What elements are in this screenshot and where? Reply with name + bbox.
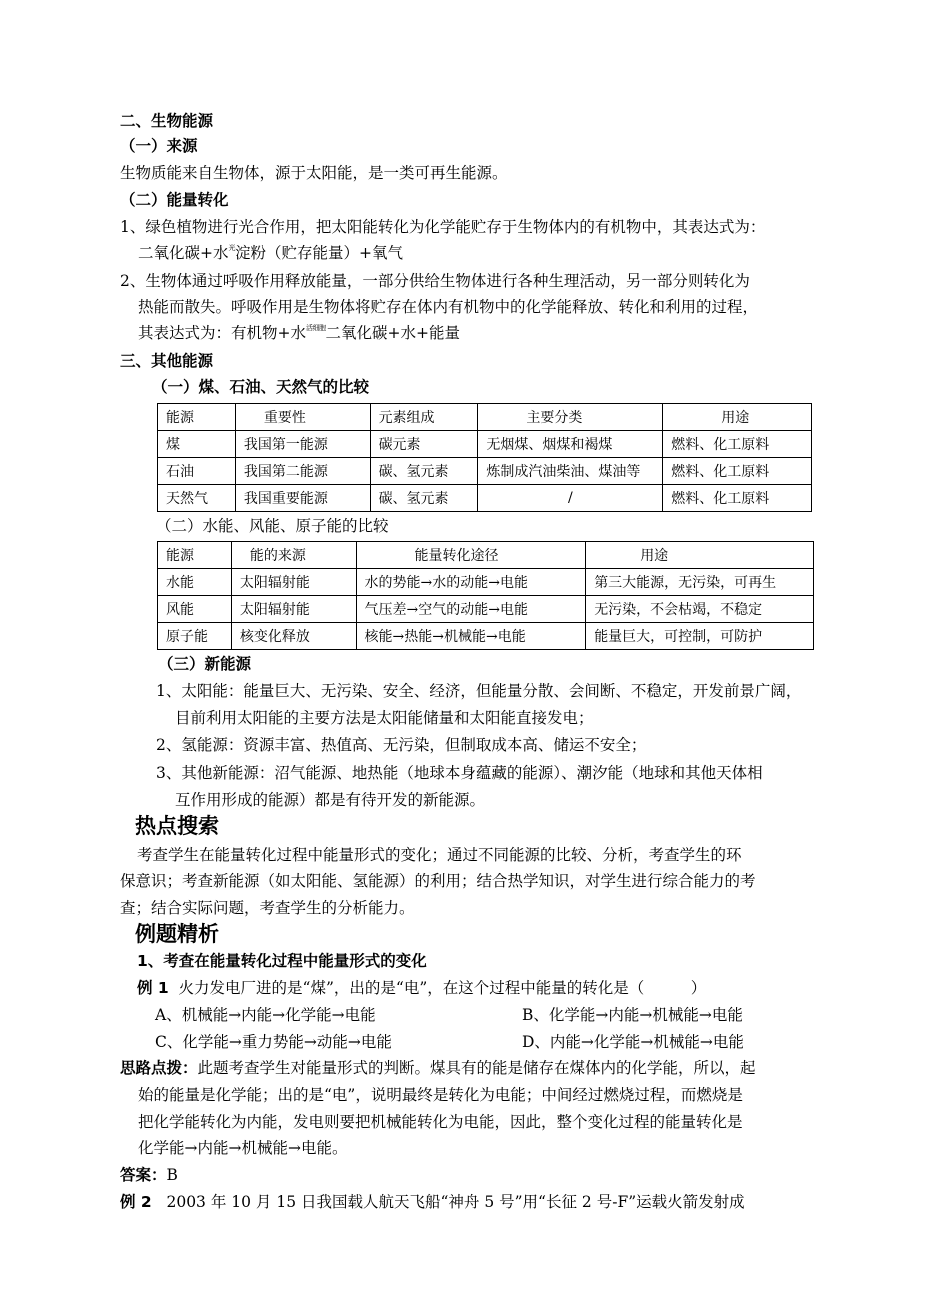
table-cell: 天然气 [158, 485, 236, 512]
renewable-energy-table [157, 541, 814, 650]
source-text: 生物质能来自生物体，源于太阳能，是一类可再生能源。 [120, 164, 508, 182]
table1-title: （一）煤、石油、天然气的比较 [152, 378, 370, 396]
photosynthesis-formula [138, 242, 403, 267]
table-header-cell: 能的来源 [231, 542, 356, 569]
table-cell: 燃料、化工原料 [663, 431, 812, 458]
table-cell: 第三大能源，无污染，可再生 [586, 569, 814, 596]
example-1-label: 例 1 [137, 979, 169, 997]
option-d: D、内能→化学能→机械能→电能 [522, 1033, 744, 1051]
table-cell: 风能 [158, 596, 232, 623]
hint-text-4: 化学能→内能→机械能→电能。 [138, 1139, 348, 1157]
table-cell: 炼制成汽油柴油、煤油等 [478, 458, 663, 485]
table-cell: 太阳辐射能 [231, 569, 356, 596]
table-cell: 石油 [158, 458, 236, 485]
hint-text-1: 此题考查学生对能量形式的判断。煤具有的能是储存在煤体内的化学能，所以，起 [197, 1059, 756, 1077]
formula-products: 淀粉（贮存能量）+氧气 [235, 244, 403, 262]
example-2-question [120, 1191, 745, 1213]
table-cell: 碳元素 [370, 431, 478, 458]
hot-topics-text-3: 查；结合实际问题，考查学生的分析能力。 [120, 899, 415, 917]
section-title-bio-energy: 二、生物能源 [120, 112, 214, 130]
table-row [158, 569, 814, 596]
respiration-text-1: 2、生物体通过呼吸作用释放能量，一部分供给生物体进行各种生理活动，另一部分则转化为 [120, 272, 750, 290]
table-cell: 碳、氢元素 [370, 458, 478, 485]
table-cell: 核能→热能→机械能→电能 [356, 623, 586, 650]
subsection-source: （一）来源 [120, 137, 198, 155]
table-cell: 无污染，不会枯竭，不稳定 [586, 596, 814, 623]
table-header-cell: 重要性 [235, 404, 370, 431]
table-cell: 燃料、化工原料 [663, 485, 812, 512]
table-cell: 碳、氢元素 [370, 485, 478, 512]
hot-topics-title: 热点搜索 [135, 814, 219, 838]
section-title-other-energy: 三、其他能源 [120, 352, 214, 370]
table-row [158, 596, 814, 623]
option-c: C、化学能→重力势能→动能→电能 [155, 1033, 392, 1051]
table-cell: 水能 [158, 569, 232, 596]
table-header-row [158, 542, 814, 569]
hint-text-3: 把化学能转化为内能，发电则要把机械能转化为电能，因此，整个变化过程的能量转化是 [138, 1113, 743, 1131]
table-header-cell: 主要分类 [478, 404, 663, 431]
hint-line-1 [120, 1057, 756, 1079]
table-cell: 煤 [158, 431, 236, 458]
example-2-label: 例 2 [120, 1193, 152, 1211]
table-header-row [158, 404, 812, 431]
example-1-question [137, 977, 706, 999]
table-row [158, 485, 812, 512]
other-new-energy-text-2: 互作用形成的能源）都是有待开发的新能源。 [175, 791, 486, 809]
example-2-text: 2003 年 10 月 15 日我国载人航天飞船“神舟 5 号”用“长征 2 号-F”运载火箭发射成 [166, 1193, 745, 1211]
table-row [158, 623, 814, 650]
table-header-cell: 能量转化途径 [356, 542, 586, 569]
table-cell: 太阳辐射能 [231, 596, 356, 623]
option-b: B、化学能→内能→机械能→电能 [522, 1006, 743, 1024]
respiration-formula-products: 二氧化碳+水+能量 [325, 324, 460, 342]
formula-condition-light: 光 [228, 244, 235, 252]
table-cell: 我国第一能源 [235, 431, 370, 458]
table-cell: 气压差→空气的动能→电能 [356, 596, 586, 623]
table-row [158, 458, 812, 485]
formula-reactants: 二氧化碳+水 [138, 244, 229, 262]
other-new-energy-text-1: 3、其他新能源：沼气能源、地热能（地球本身蕴藏的能源）、潮汐能（地球和其他天体相 [156, 764, 763, 782]
table-cell: 核变化释放 [231, 623, 356, 650]
table-cell: 能量巨大，可控制，可防护 [586, 623, 814, 650]
example-1-text: 火力发电厂进的是“煤”，出的是“电”，在这个过程中能量的转化是（ ） [178, 979, 707, 997]
table-header-cell: 元素组成 [370, 404, 478, 431]
table-cell: 我国重要能源 [235, 485, 370, 512]
answer-value: B [166, 1166, 178, 1184]
solar-energy-text-2: 目前利用太阳能的主要方法是太阳能储量和太阳能直接发电； [175, 709, 594, 727]
hint-label: 思路点拨： [120, 1059, 198, 1077]
fossil-fuel-table [157, 403, 812, 512]
answer-label: 答案： [120, 1166, 167, 1184]
table-header-cell: 能源 [158, 542, 232, 569]
table-cell: 我国第二能源 [235, 458, 370, 485]
formula-condition-cell: 活细胞 [306, 324, 326, 332]
table-cell: 无烟煤、烟煤和褐煤 [478, 431, 663, 458]
new-energy-title: （三）新能源 [158, 655, 252, 673]
examples-title: 例题精析 [135, 922, 219, 946]
subsection-energy-conversion: （二）能量转化 [120, 191, 229, 209]
table-header-cell: 能源 [158, 404, 236, 431]
hot-topics-text-1: 考查学生在能量转化过程中能量形式的变化；通过不同能源的比较、分析，考查学生的环 [137, 846, 742, 864]
table-cell: 原子能 [158, 623, 232, 650]
hint-text-2: 始的能量是化学能；出的是“电”，说明最终是转化为电能；中间经过燃烧过程，而燃烧是 [138, 1086, 743, 1104]
respiration-formula [138, 322, 460, 347]
table-header-cell: 用途 [586, 542, 814, 569]
table-header-cell: 用途 [663, 404, 812, 431]
answer-line [120, 1164, 178, 1186]
option-a: A、机械能→内能→化学能→电能 [155, 1006, 376, 1024]
example-topic-1: 1、考查在能量转化过程中能量形式的变化 [137, 952, 427, 970]
solar-energy-text-1: 1、太阳能：能量巨大、无污染、安全、经济，但能量分散、会间断、不稳定，开发前景广阔， [156, 682, 802, 700]
photosynthesis-text: 1、绿色植物进行光合作用，把太阳能转化为化学能贮存于生物体内的有机物中，其表达式为： [120, 218, 766, 236]
table-cell: 燃料、化工原料 [663, 458, 812, 485]
table-cell: 水的势能→水的动能→电能 [356, 569, 586, 596]
hot-topics-text-2: 保意识；考查新能源（如太阳能、氢能源）的利用；结合热学知识，对学生进行综合能力的考 [120, 872, 756, 890]
hydrogen-energy-text: 2、氢能源：资源丰富、热值高、无污染，但制取成本高、储运不安全； [156, 736, 647, 754]
table2-title: （二）水能、风能、原子能的比较 [156, 517, 389, 535]
table-row [158, 431, 812, 458]
respiration-text-2: 热能而散失。呼吸作用是生物体将贮存在体内有机物中的化学能释放、转化和利用的过程， [138, 298, 759, 316]
table-cell: / [478, 485, 663, 512]
respiration-formula-prefix: 其表达式为：有机物+水 [138, 324, 306, 342]
